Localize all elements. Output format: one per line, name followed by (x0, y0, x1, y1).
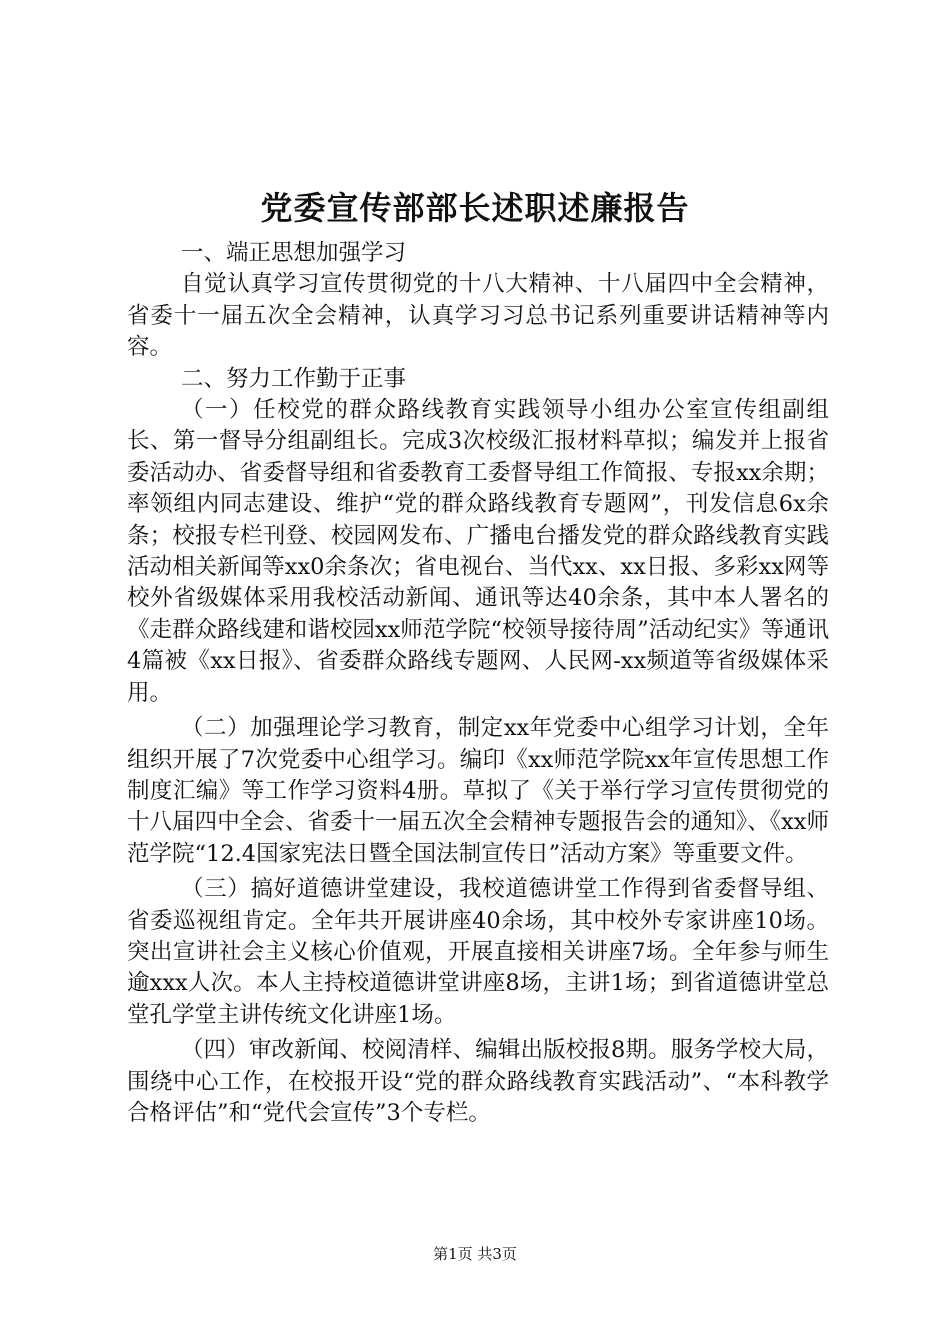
document-body (127, 238, 829, 1129)
paragraph-study: 自觉认真学习宣传贯彻党的十八大精神、十八届四中全会精神，省委十一届五次全会精神，认真学习习总书记系列重要讲话精神等内容。 (127, 271, 829, 361)
paragraph-item-1: （一）任校党的群众路线教育实践领导小组办公室宣传组副组长、第一督导分组副组长。完成3次校级汇报材料草拟；编发并上报省委活动办、省委督导组和省委教育工委督导组工作简报、专报xx余期；率领组内同志建设、维护“党的群众路线教育专题网”，刊发信息6x余条；校报专栏刊登、校园网发布、广播电台播发党的群众路线教育实践活动相关新闻等xx0余条次；省电视台、当代xx、xx日报、多彩xx网等校外省级媒体采用我校活动新闻、通讯等达40余条，其中本人署名的《走群众路线建和谐校园xx师范学院“校领导接待周”活动纪实》等通讯4篇被《xx日报》、省委群众路线专题网、人民网-xx频道等省级媒体采用。 (127, 397, 829, 706)
section-heading-1: 一、端正思想加强学习 (181, 240, 407, 266)
section-heading-2: 二、努力工作勤于正事 (181, 365, 407, 392)
paragraph-item-4: （四）审改新闻、校阅清样、编辑出版校报8期。服务学校大局，围绕中心工作，在校报开设“党的群众路线教育实践活动”、“本科教学合格评估”和“党代会宣传”3个专栏。 (127, 1037, 829, 1126)
paragraph-item-2: （二）加强理论学习教育，制定xx年党委中心组学习计划，全年组织开展了7次党委中心组学习。编印《xx师范学院xx年宣传思想工作制度汇编》等工作学习资料4册。草拟了《关于举行学习宣传贯彻党的十八届四中全会、省委十一届五次全会精神专题报告会的通知》、《xx师范学院“12.4国家宪法日暨全国法制宣传日”活动方案》等重要文件。 (127, 715, 829, 867)
document-title: 党委宣传部部长述职述廉报告 (260, 189, 690, 227)
page-footer: 第1页 共3页 (433, 1245, 517, 1263)
paragraph-item-3: （三）搞好道德讲堂建设，我校道德讲堂工作得到省委督导组、省委巡视组肯定。全年共开展讲座40余场，其中校外专家讲座10场。突出宣讲社会主义核心价值观，开展直接相关讲座7场。全年参与师生逾xxx人次。本人主持校道德讲堂讲座8场，主讲1场；到省道德讲堂总堂孔学堂主讲传统文化讲座1场。 (127, 876, 829, 1028)
